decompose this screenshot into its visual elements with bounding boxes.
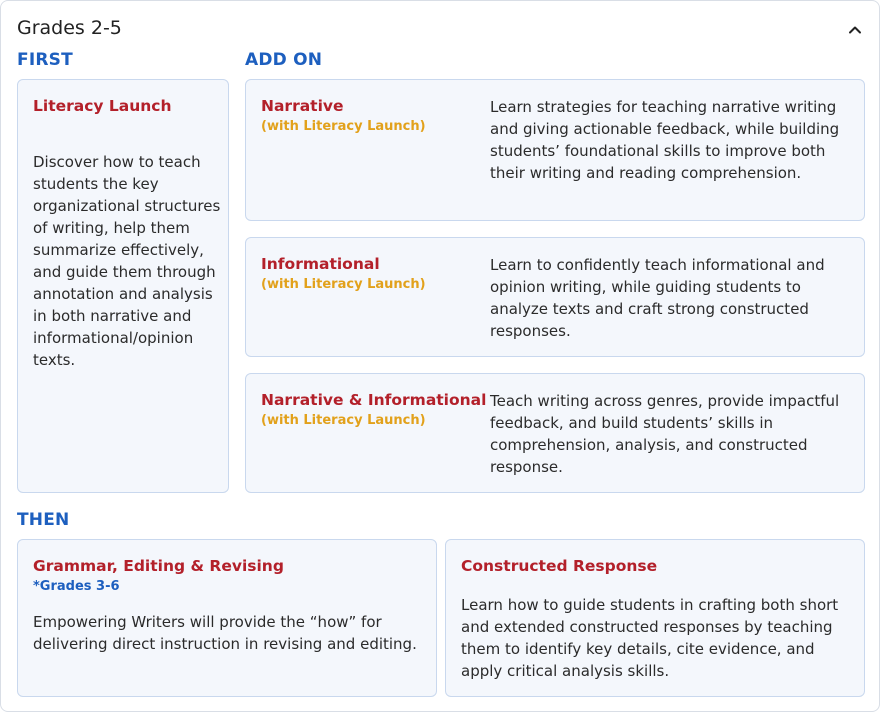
card-grade-note: *Grades 3-6 bbox=[33, 579, 120, 594]
card-description: Empowering Writers will provide the “how” for delivering direct instruction in revising and editing. bbox=[33, 613, 417, 653]
card-subtitle: (with Literacy Launch) bbox=[261, 277, 426, 292]
section-label-then: THEN bbox=[17, 510, 70, 530]
card-description: Teach writing across genres, provide impactful feedback, and build students’ skills in comprehension, analysis, and constructed response. bbox=[490, 392, 840, 476]
card-description: Learn strategies for teaching narrative writing and giving actionable feedback, while building students’ foundational skills to improve both their writing and reading comprehension. bbox=[490, 98, 840, 182]
card-title: Literacy Launch bbox=[33, 97, 172, 115]
panel-title: Grades 2-5 bbox=[17, 17, 122, 39]
chevron-up-icon[interactable] bbox=[846, 21, 864, 39]
card-title: Narrative bbox=[261, 97, 344, 115]
section-label-first: FIRST bbox=[17, 50, 73, 70]
card-narrative-informational[interactable] bbox=[245, 373, 865, 493]
card-title: Informational bbox=[261, 255, 380, 273]
card-grammar-editing-revising[interactable] bbox=[17, 539, 437, 697]
card-description: Learn how to guide students in crafting both short and extended constructed responses by teaching them to identify key details, cite evidence, and apply critical analysis skills. bbox=[461, 596, 839, 680]
card-description: Learn to confidently teach informational and opinion writing, while guiding students to analyze texts and craft strong constructed responses. bbox=[490, 256, 825, 340]
card-description: Discover how to teach students the key organizational structures of writing, help them summarize effectively, and guide them through annotation and analysis in both narrative and informational/opinion texts. bbox=[33, 153, 221, 369]
card-subtitle: (with Literacy Launch) bbox=[261, 119, 426, 134]
card-title: Grammar, Editing & Revising bbox=[33, 557, 284, 575]
card-title: Narrative & Informational bbox=[261, 391, 487, 409]
card-subtitle: (with Literacy Launch) bbox=[261, 413, 426, 428]
card-literacy-launch[interactable] bbox=[17, 79, 229, 493]
section-label-add-on: ADD ON bbox=[245, 50, 323, 70]
card-constructed-response[interactable] bbox=[445, 539, 865, 697]
card-informational[interactable] bbox=[245, 237, 865, 357]
card-narrative[interactable] bbox=[245, 79, 865, 221]
card-title: Constructed Response bbox=[461, 557, 658, 575]
